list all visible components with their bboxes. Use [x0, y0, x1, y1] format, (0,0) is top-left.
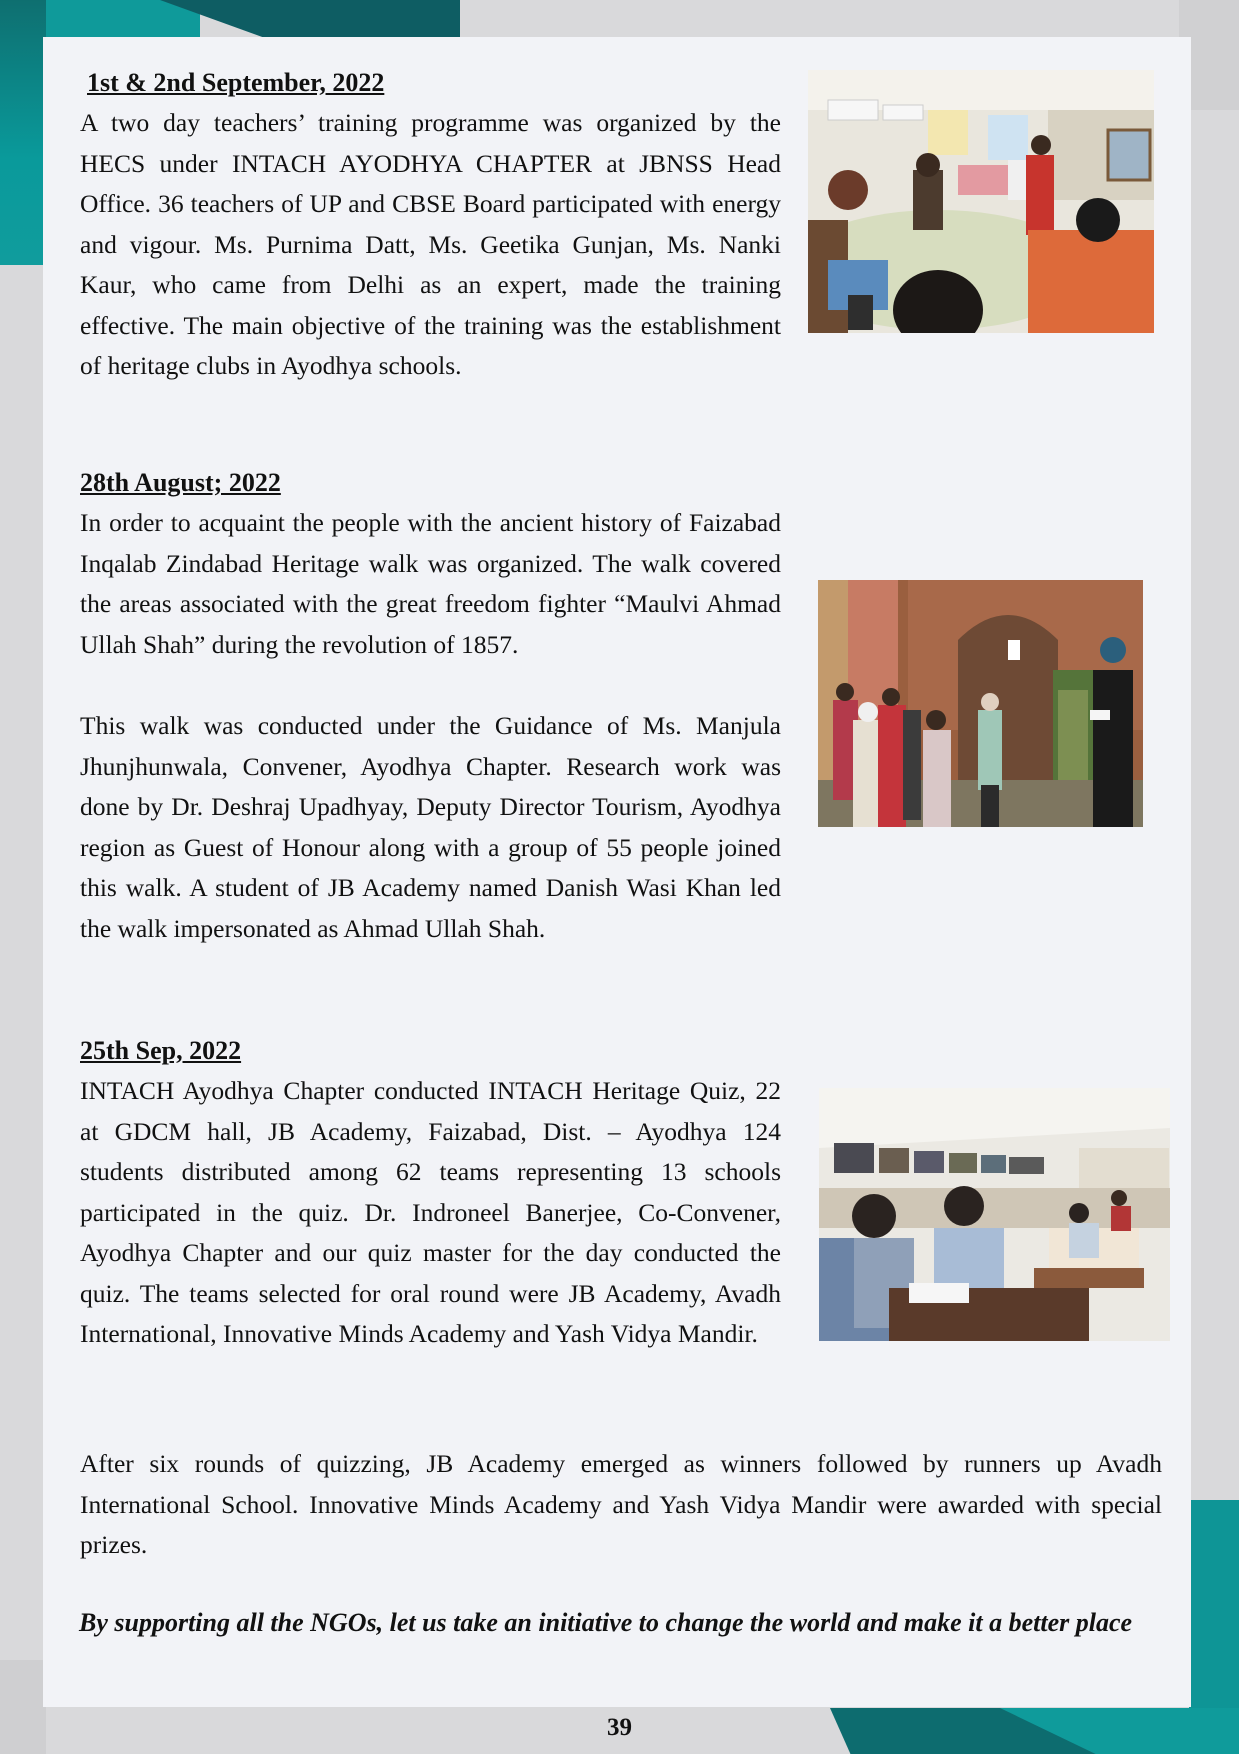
- section-paragraph: INTACH Ayodhya Chapter conducted INTACH Heritage Quiz, 22 at GDCM hall, JB Academy, Faizabad, Dist. – Ayodhya 124 students distributed among 62 teams representing 13 schools participated in the quiz. Dr. Indroneel Banerjee, Co-Convener, Ayodhya Chapter and our quiz master for the day conducted the quiz. The teams selected for oral round were JB Academy, Avadh International, Innovative Minds Academy and Yash Vidya Mandir.: [80, 1076, 781, 1348]
- teachers-training-photo: [808, 70, 1154, 333]
- page-number: 39: [607, 1714, 632, 1741]
- section-paragraph: After six rounds of quizzing, JB Academy emerged as winners followed by runners up Avadh International School. Innovative Minds Academy and Yash Vidya Mandir were awarded with special prizes.: [80, 1449, 1162, 1559]
- decor-left-teal: [0, 0, 46, 265]
- section-date: 1st & 2nd September, 2022: [87, 68, 385, 97]
- heritage-walk-photo: [818, 580, 1143, 827]
- closing-statement: By supporting all the NGOs, let us take an initiative to change the world and make it a better place: [79, 1608, 1133, 1637]
- section-date: 25th Sep, 2022: [80, 1036, 242, 1065]
- section-paragraph: In order to acquaint the people with the ancient history of Faizabad Inqalab Zindabad Heritage walk was organized. The walk covered the areas associated with the great freedom fighter “Maulvi Ahmad Ullah Shah” during the revolution of 1857.: [80, 508, 781, 659]
- heritage-quiz-photo: [819, 1088, 1170, 1341]
- section-paragraph: A two day teachers’ training programme was organized by the HECS under INTACH AYODHYA CHAPTER at JBNSS Head Office. 36 teachers of UP and CBSE Board participated with energy and vigour. Ms. Purnima Datt, Ms. Geetika Gunjan, Ms. Nanki Kaur, who came from Delhi as an expert, made the training effective. The main objective of the training was the establishment of heritage clubs in Ayodhya schools.: [80, 108, 781, 380]
- section-date: 28th August; 2022: [80, 468, 281, 497]
- section-paragraph: This walk was conducted under the Guidance of Ms. Manjula Jhunjhunwala, Convener, Ayodhya Chapter. Research work was done by Dr. Deshraj Upadhyay, Deputy Director Tourism, Ayodhya region as Guest of Honour along with a group of 55 people joined this walk. A student of JB Academy named Danish Wasi Khan led the walk impersonated as Ahmad Ullah Shah.: [80, 711, 781, 943]
- decor-top-dark: [160, 0, 460, 38]
